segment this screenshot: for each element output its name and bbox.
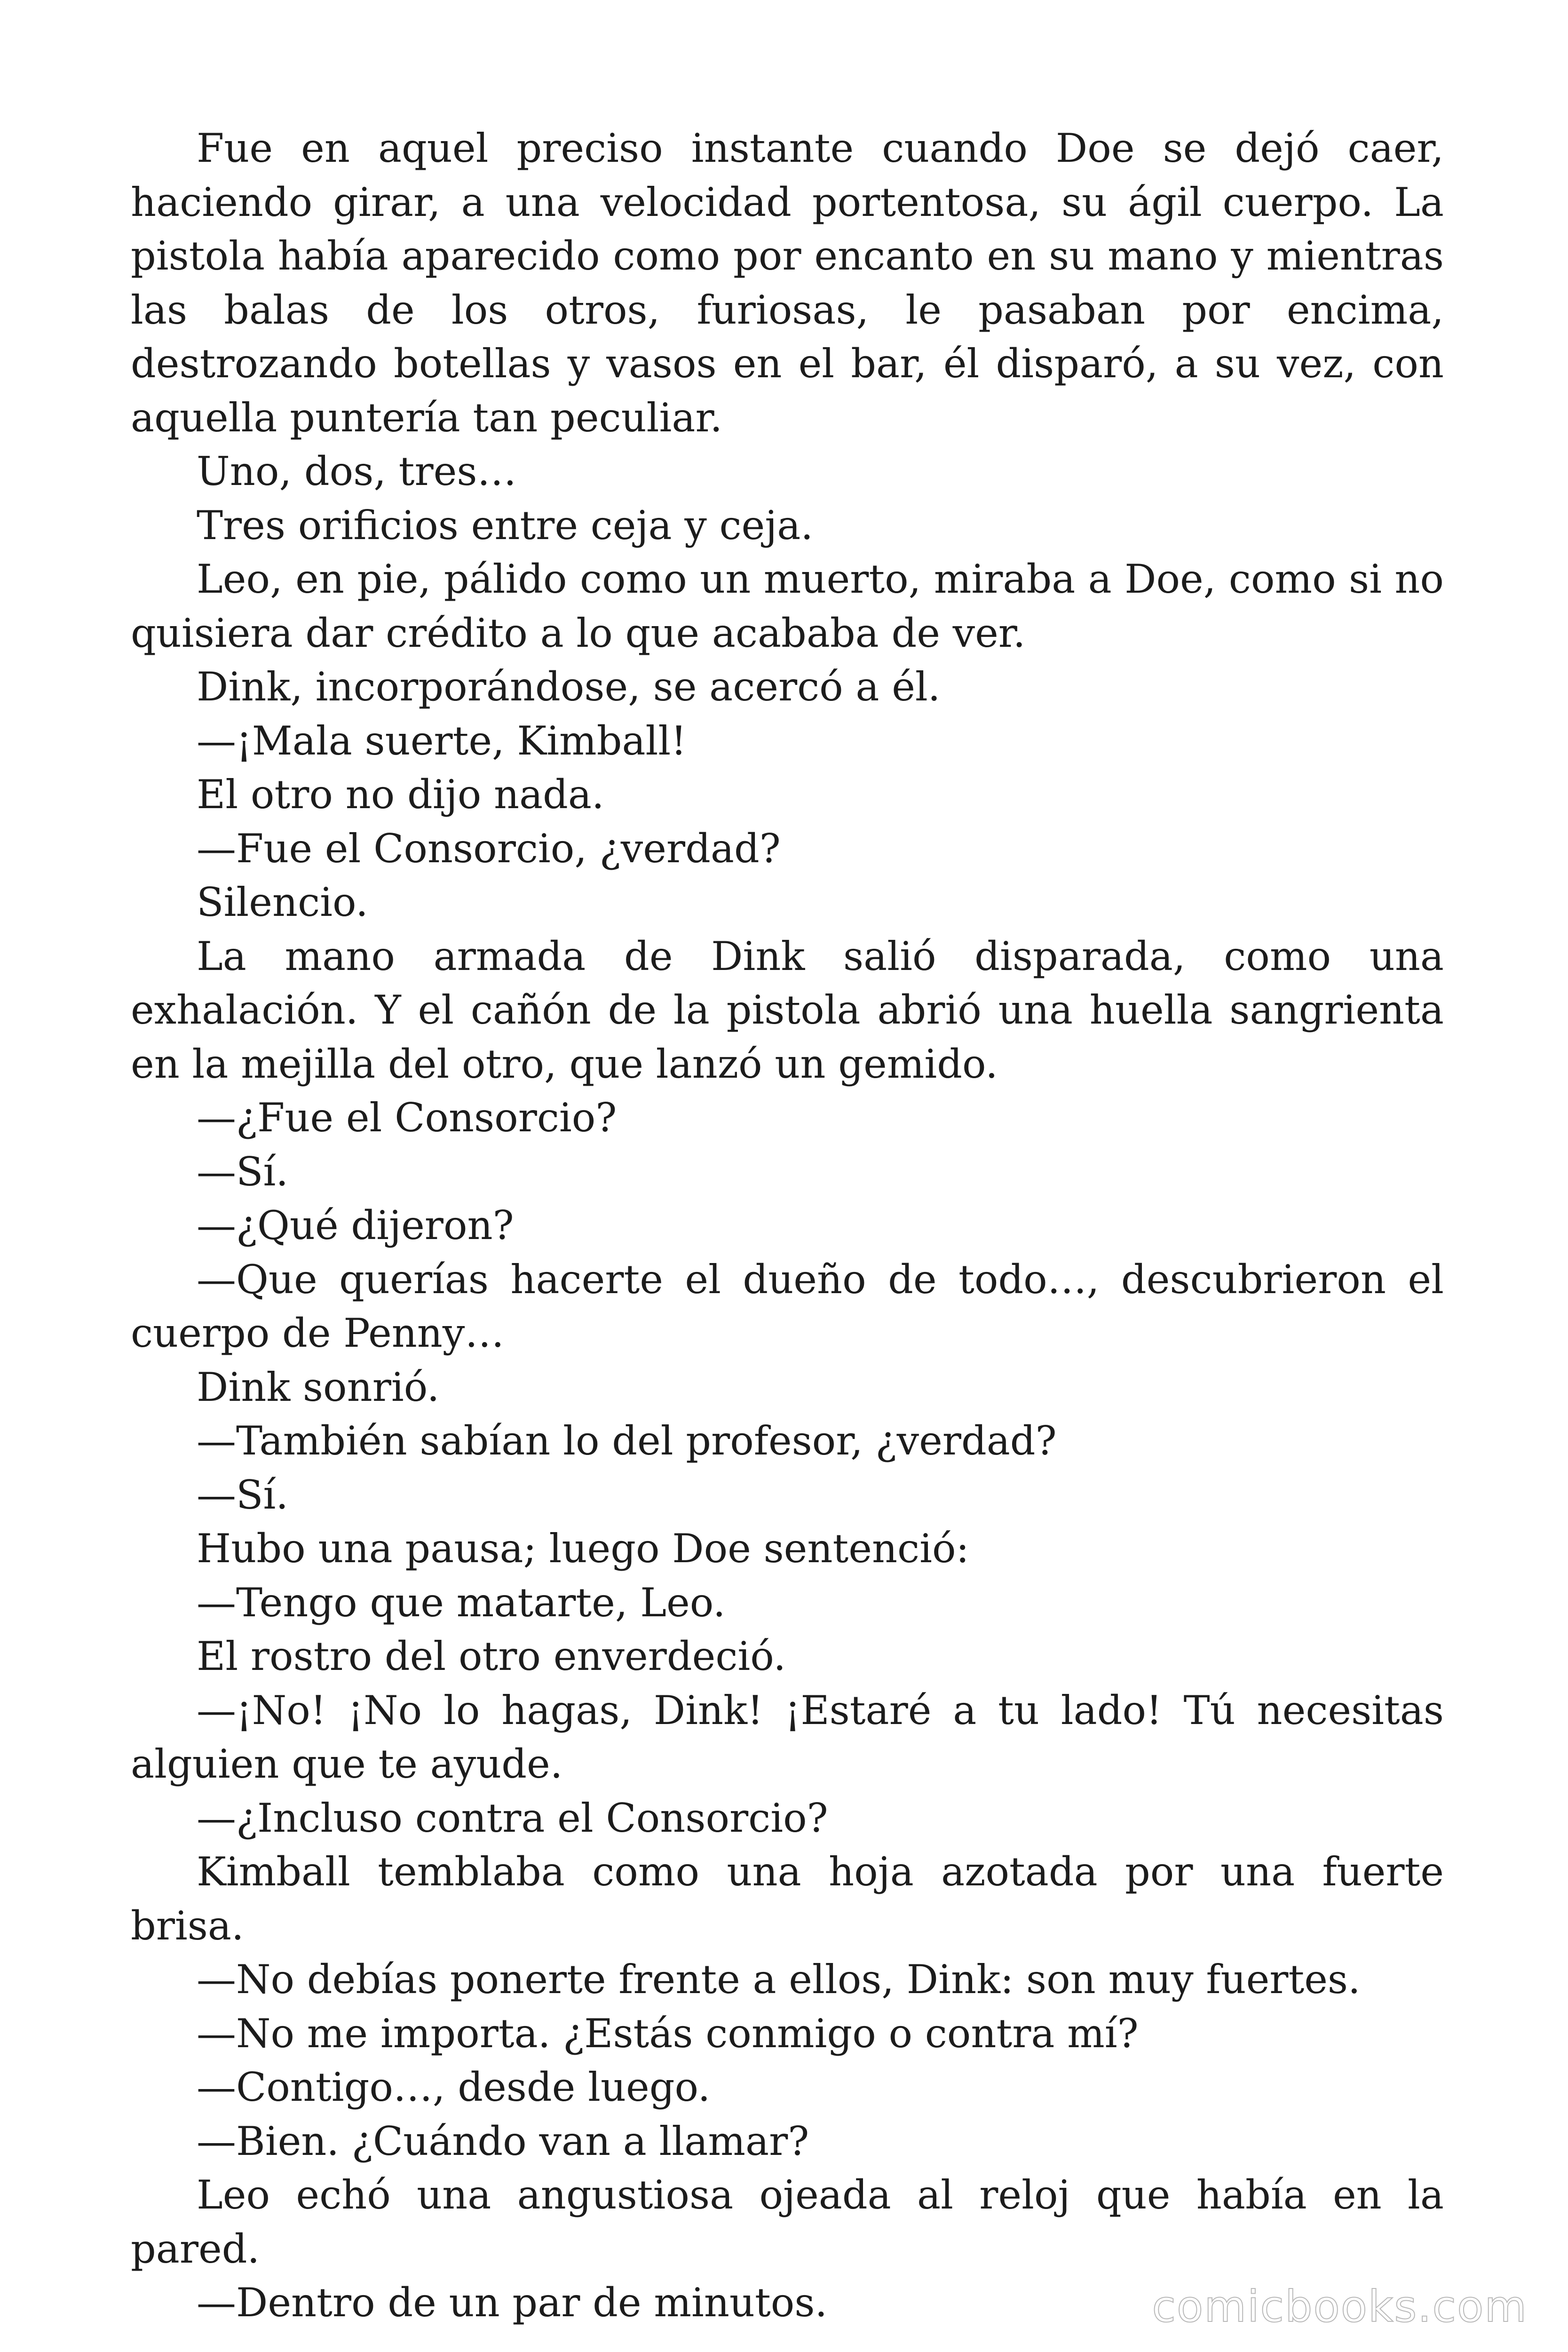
dialogue-line: —No me importa. ¿Estás conmigo o contra mí? bbox=[197, 2010, 1139, 2057]
dialogue-line: —También sabían lo del profesor, ¿verdad? bbox=[197, 1418, 1057, 1464]
paragraph: Fue en aquel preciso instante cuando Doe se dejó caer, haciendo girar, a una velocidad portentosa, su ágil cuerpo. La pistola había aparecido como por encanto en su mano y mientras las balas de los otros, furiosas, le pasaban por encima, destrozando botellas y vasos en el bar, él disparó, a su vez, con aquella puntería tan peculiar. bbox=[131, 125, 1444, 441]
dialogue-line: —¿Incluso contra el Consorcio? bbox=[197, 1795, 828, 1841]
dialogue-line: —Que querías hacerte el dueño de todo…, descubrieron el cuerpo de Penny… bbox=[131, 1256, 1444, 1356]
dialogue-line: —¿Fue el Consorcio? bbox=[197, 1095, 617, 1141]
dialogue-line: —Contigo…, desde luego. bbox=[197, 2064, 711, 2110]
paragraph: Silencio. bbox=[197, 879, 368, 925]
paragraph: Kimball temblaba como una hoja azotada por una fuerte brisa. bbox=[131, 1849, 1444, 1949]
dialogue-line: —Sí. bbox=[197, 1471, 289, 1518]
dialogue-line: —Tengo que matarte, Leo. bbox=[197, 1579, 726, 1626]
watermark: comicbooks.com bbox=[1152, 2281, 1528, 2332]
dialogue-line: —¿Qué dijeron? bbox=[197, 1202, 514, 1248]
paragraph: Leo, en pie, pálido como un muerto, miraba a Doe, como si no quisiera dar crédito a lo que acababa de ver. bbox=[131, 556, 1444, 656]
dialogue-line: —¡No! ¡No lo hagas, Dink! ¡Estaré a tu lado! Tú necesitas alguien que te ayude. bbox=[131, 1687, 1444, 1787]
paragraph: El rostro del otro enverdeció. bbox=[197, 1633, 786, 1679]
paragraph: Tres orificios entre ceja y ceja. bbox=[197, 502, 814, 548]
paragraph: El otro no dijo nada. bbox=[197, 771, 604, 818]
dialogue-line: —Bien. ¿Cuándo van a llamar? bbox=[197, 2118, 809, 2164]
paragraph: Leo echó una angustiosa ojeada al reloj que había en la pared. bbox=[131, 2172, 1444, 2272]
dialogue-line: —No debías ponerte frente a ellos, Dink: son muy fuertes. bbox=[197, 1956, 1361, 2002]
paragraph: Dink sonrió. bbox=[197, 1364, 440, 1410]
dialogue-line: —Dentro de un par de minutos. bbox=[197, 2280, 828, 2326]
paragraph: La mano armada de Dink salió disparada, como una exhalación. Y el cañón de la pistola abrió una huella sangrienta en la mejilla del otro, que lanzó un gemido. bbox=[131, 933, 1444, 1087]
paragraph: Uno, dos, tres… bbox=[197, 448, 517, 494]
paragraph: Hubo una pausa; luego Doe sentenció: bbox=[197, 1526, 969, 1572]
paragraph: Dink, incorporándose, se acercó a él. bbox=[197, 664, 941, 710]
page-text bbox=[131, 121, 1444, 2330]
dialogue-line: —¡Mala suerte, Kimball! bbox=[197, 717, 687, 764]
dialogue-line: —Sí. bbox=[197, 1148, 289, 1195]
dialogue-line: —Fue el Consorcio, ¿verdad? bbox=[197, 825, 781, 872]
